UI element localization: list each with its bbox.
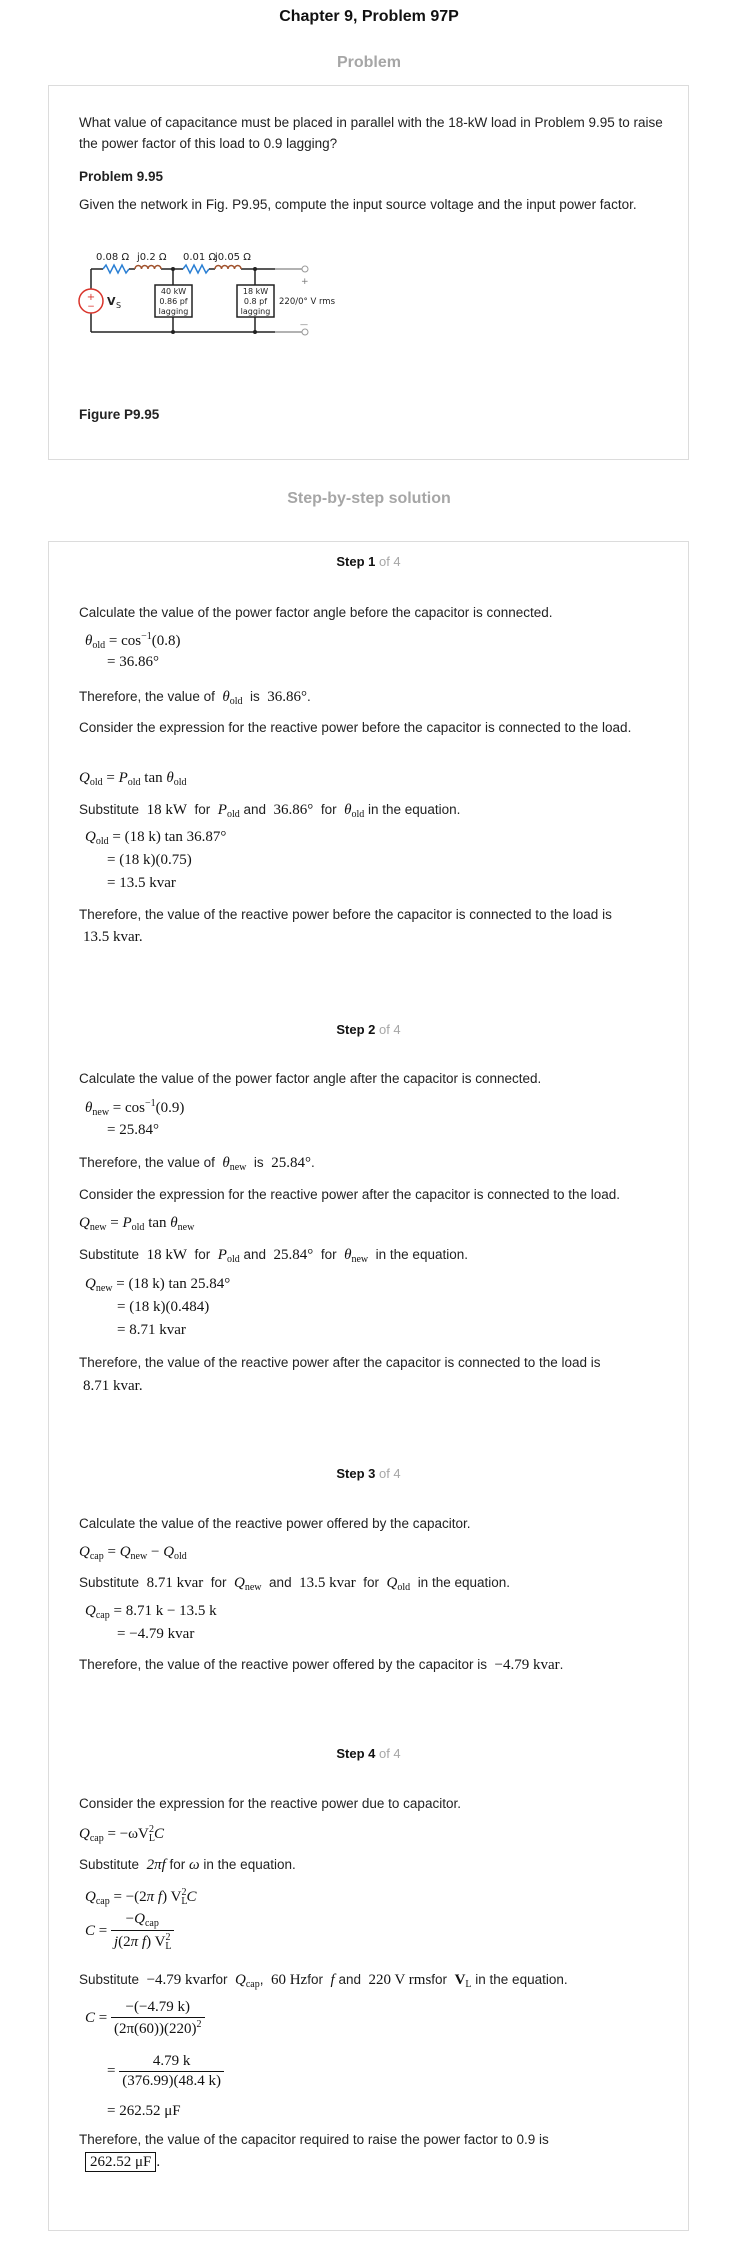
load1-line1: 40 kW: [160, 287, 187, 296]
step-3-heading: Step 3 of 4: [336, 1466, 401, 1481]
page-title: Chapter 9, Problem 97P: [279, 8, 459, 25]
step-1-heading: Step 1 of 4: [336, 554, 401, 569]
step-2-eq-theta-result: = 25.84°: [107, 1122, 159, 1138]
step-4-eq-frac-1: C = $\frac{-(-4.79 k)}{(2\pi(60))(220)^2}$: [85, 1999, 205, 2038]
step-2-eq-q-1: $Q_{new} = (18$ k) tan 25.84°: [85, 1276, 231, 1294]
step-2-text-3: Consider the expression for the reactive power after the capacitor is connected to the load.: [79, 1187, 621, 1202]
step-3-text-2: Substitute 8.71 kvar for $Q_{new}$ and 13.5 kvar for $Q_{old}$ in the equation.: [79, 1575, 511, 1593]
load2-line1: 18 kW: [242, 287, 269, 296]
step-1-text-2: Therefore, the value of $\theta_{old}$ is 36.86°.: [79, 689, 311, 707]
r1-label: 0.08 Ω: [96, 252, 130, 263]
step-1-text-1: Calculate the value of the power factor angle before the capacitor is connected.: [79, 605, 553, 620]
step-1-eq-q-1: $Q_{old} = (18$ k) tan 36.87°: [85, 829, 227, 847]
terminal-plus: +: [301, 277, 309, 287]
output-voltage-label: 220/0° V rms: [279, 297, 336, 307]
step-4-eq-final: = 262.52 μF: [107, 2103, 181, 2119]
source-minus: −: [87, 302, 95, 312]
step-3-eq-1: $Q_{cap} = 8.71$ k − 13.5 k: [85, 1603, 217, 1621]
step-3-eq-expr: $Q_{cap} = Q_{new} - Q_{old}$: [79, 1544, 187, 1562]
problem-heading: Problem: [336, 54, 401, 71]
problem-ref-text: Given the network in Fig. P9.95, compute the input source voltage and the input power factor.: [79, 197, 637, 212]
step-1-text-5: Therefore, the value of the reactive power before the capacitor is connected to the load is: [79, 907, 612, 922]
terminal-minus: —: [300, 320, 308, 329]
step-2-eq-theta: $\theta_{new} = \cos^{-1}(0.9)$: [85, 1098, 185, 1118]
step-4-result: 262.52 μF .: [85, 2154, 160, 2171]
load1-line2: 0.86 pf: [159, 297, 188, 306]
source-label: V: [107, 295, 116, 308]
step-2-eq-q-expr: $Q_{new} = P_{old}$ $\tan \theta_{new}$: [79, 1215, 195, 1233]
step-1-card: [48, 541, 689, 1009]
step-4-card: [48, 1733, 689, 2231]
step-4-text-1: Consider the expression for the reactive power due to capacitor.: [79, 1796, 461, 1811]
figure-caption: Figure P9.95: [79, 407, 160, 422]
step-1-eq-q-3: = 13.5 kvar: [107, 875, 176, 891]
step-3-eq-2: = −4.79 kvar: [117, 1626, 195, 1642]
step-1-eq-theta: $\theta_{old} = \cos^{-1}(0.8)$: [85, 631, 181, 651]
step-2-text-2: Therefore, the value of $\theta_{new}$ is 25.84°.: [79, 1155, 315, 1173]
step-2-eq-q-2: = (18 k)(0.484): [117, 1299, 210, 1315]
step-4-text-2: Substitute 2πf for ω in the equation.: [79, 1857, 296, 1873]
step-4-eq-frac-2: = $\frac{4.79 k}{(376.99)(48.4 k)}$: [107, 2053, 224, 2090]
step-4-eq-expr: $Q_{cap} = -\omega V_L^2C$: [79, 1824, 164, 1844]
problem-ref-title: Problem 9.95: [79, 169, 164, 184]
r2-label: 0.01 Ω: [183, 252, 217, 263]
step-2-text-1: Calculate the value of the power factor angle after the capacitor is connected.: [79, 1071, 542, 1086]
step-1-result: 13.5 kvar.: [83, 929, 143, 945]
step-2-text-5: Therefore, the value of the reactive power after the capacitor is connected to the load is: [79, 1355, 601, 1370]
circuit-figure: [75, 246, 336, 348]
step-2-heading: Step 2 of 4: [336, 1022, 401, 1037]
load1-line3: lagging: [158, 307, 189, 316]
step-4-text-3: Substitute −4.79 kvarfor $Q_{cap}$, 60 Hzfor f and 220 V rmsfor $V_L$ in the equation.: [79, 1972, 568, 1990]
load2-line2: 0.8 pf: [243, 297, 268, 306]
load2-line3: lagging: [240, 307, 271, 316]
step-2-result: 8.71 kvar.: [83, 1378, 143, 1394]
problem-card: [48, 85, 689, 460]
step-1-eq-q-2: = (18 k)(0.75): [107, 852, 192, 868]
step-1-text-4: Substitute 18 kW for $P_{old}$ and 36.86° for $\theta_{old}$ in the equation.: [79, 802, 461, 820]
x1-label: j0.2 Ω: [137, 252, 167, 263]
step-2-text-4: Substitute 18 kW for $P_{old}$ and 25.84° for $\theta_{new}$ in the equation.: [79, 1247, 468, 1265]
solution-heading: Step-by-step solution: [287, 490, 451, 507]
problem-question: What value of capacitance must be placed in parallel with the 18-kW load in Problem 9.95 to raise the power factor of this load to 0.9 lagging?: [79, 115, 663, 151]
x2-label: j0.05 Ω: [215, 252, 251, 263]
step-2-eq-q-3: = 8.71 kvar: [117, 1322, 186, 1338]
step-1-eq-theta-result: = 36.86°: [107, 654, 159, 670]
step-4-text-4: Therefore, the value of the capacitor required to raise the power factor to 0.9 is: [79, 2132, 549, 2147]
step-4-eq-c: C = $\frac{-Q_{cap}}{j(2\pi f) V_L^2}$: [85, 1911, 172, 1952]
step-4-heading: Step 4 of 4: [336, 1746, 401, 1761]
step-1-text-3: Consider the expression for the reactive power before the capacitor is connected to the load.: [79, 720, 632, 735]
step-3-result: −4.79 kvar: [494, 1657, 560, 1673]
step-3-card: [48, 1453, 689, 1734]
step-4-eq-omega: $Q_{cap} = -(2\pi$ f) $V_L^2C$: [85, 1887, 197, 1907]
source-plus: +: [86, 292, 96, 303]
source-label-sub: S: [116, 301, 122, 310]
step-3-text-1: Calculate the value of the reactive power offered by the capacitor.: [79, 1516, 471, 1531]
step-1-eq-q-expr: $Q_{old} = P_{old}$ $\tan \theta_{old}$: [79, 770, 187, 788]
step-2-card: [48, 1008, 689, 1454]
step-3-text-3: Therefore, the value of the reactive power offered by the capacitor is −4.79 kvar.: [79, 1657, 564, 1673]
